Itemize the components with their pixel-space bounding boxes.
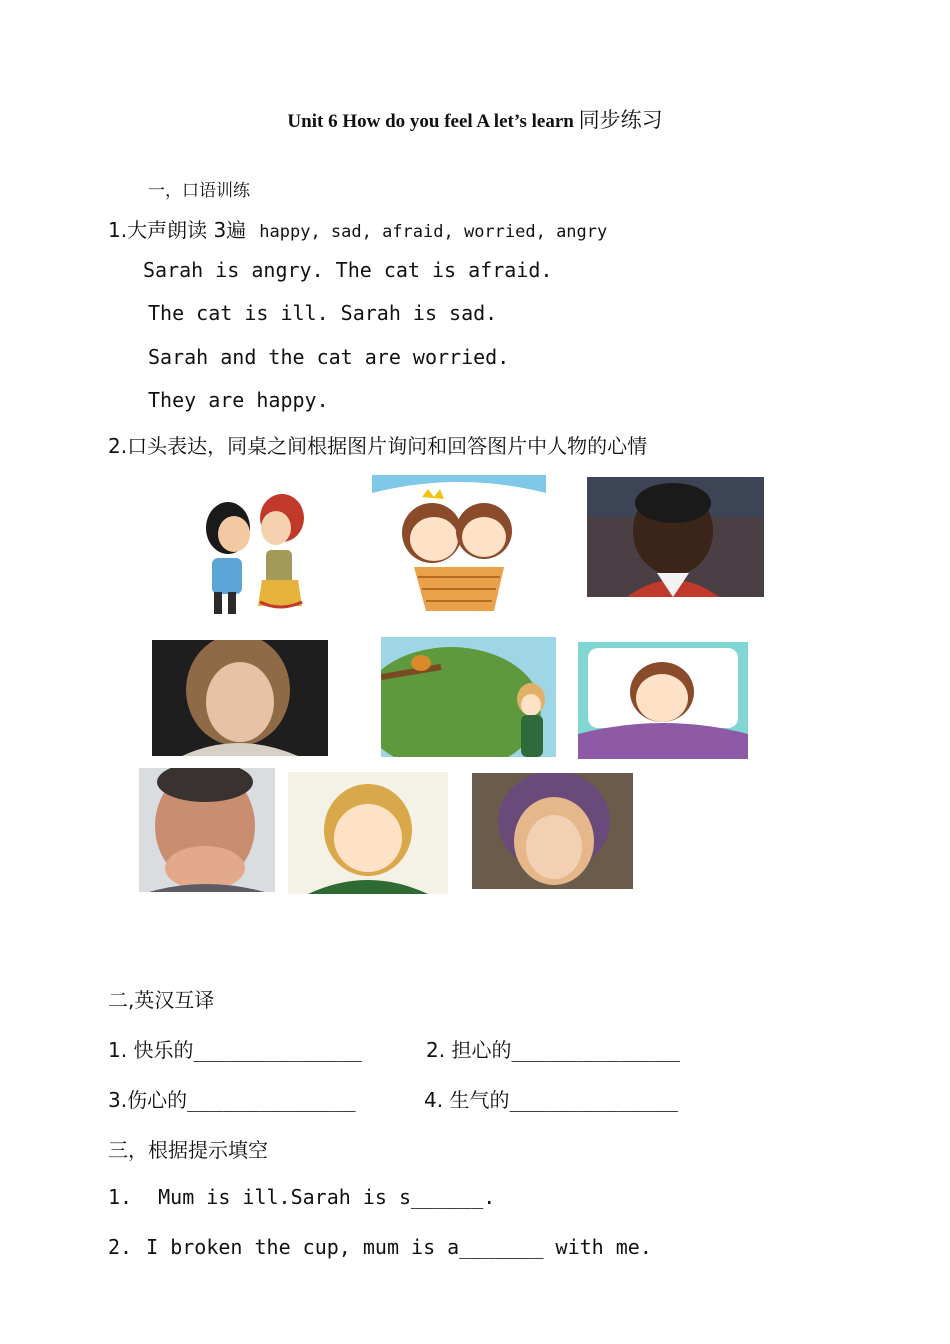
translate-q1-label: 1. 快乐的 bbox=[108, 1038, 194, 1062]
translate-q3-label: 3.伤心的 bbox=[108, 1088, 188, 1112]
page-title bbox=[0, 104, 950, 134]
fill-q2 bbox=[108, 1235, 652, 1259]
crying-girl-photo bbox=[152, 640, 328, 756]
sick-boy-image bbox=[578, 642, 748, 759]
section3-heading: 三，根据提示填空 bbox=[108, 1138, 268, 1162]
title-english: Unit 6 How do you feel A let’s learn bbox=[287, 111, 579, 132]
translate-q4-blank[interactable]: ______________ bbox=[509, 1088, 679, 1112]
item1-words: happy, sad, afraid, worried, angry bbox=[259, 222, 608, 242]
translate-q4 bbox=[424, 1084, 678, 1113]
section1-item1 bbox=[108, 214, 607, 243]
translate-q2-blank[interactable]: ______________ bbox=[511, 1038, 681, 1062]
cat-in-tree-image bbox=[381, 637, 556, 757]
reading-line-1: Sarah is angry. The cat is afraid. bbox=[143, 258, 553, 282]
section1-heading: 一，口语训练 bbox=[148, 181, 250, 201]
reading-line-4: They are happy. bbox=[148, 388, 329, 412]
reading-line-2: The cat is ill. Sarah is sad. bbox=[148, 301, 498, 325]
fill-q1 bbox=[108, 1185, 495, 1209]
translate-q3 bbox=[108, 1084, 356, 1113]
worried-man-photo bbox=[139, 768, 275, 892]
translate-q3-blank[interactable]: ______________ bbox=[187, 1088, 356, 1112]
section1-item2: 2.口头表达，同桌之间根据图片询问和回答图片中人物的心情 bbox=[108, 434, 648, 458]
fill-q1-number: 1. bbox=[108, 1185, 133, 1209]
item1-label: 1.大声朗读 3遍 bbox=[108, 218, 247, 242]
reading-line-3: Sarah and the cat are worried. bbox=[148, 345, 510, 369]
sad-player-photo bbox=[587, 477, 764, 597]
balloon-kids-image bbox=[372, 475, 546, 615]
title-chinese: 同步练习 bbox=[578, 108, 663, 132]
fill-q2-text[interactable]: I broken the cup, mum is a_______ with me. bbox=[146, 1235, 652, 1259]
fill-q1-text[interactable]: Mum is ill.Sarah is s______. bbox=[158, 1185, 496, 1209]
translate-q1-blank[interactable]: ______________ bbox=[193, 1038, 363, 1062]
translate-q2 bbox=[426, 1034, 680, 1063]
arguing-couple-image bbox=[190, 488, 330, 616]
happy-girl-image bbox=[288, 772, 448, 894]
translate-q4-label: 4. 生气的 bbox=[424, 1088, 510, 1112]
translate-q1 bbox=[108, 1034, 362, 1063]
fill-q2-number: 2. bbox=[108, 1235, 133, 1259]
sad-girl-photo bbox=[472, 773, 633, 889]
section2-heading: 二,英汉互译 bbox=[108, 988, 215, 1012]
translate-q2-label: 2. 担心的 bbox=[426, 1038, 512, 1062]
